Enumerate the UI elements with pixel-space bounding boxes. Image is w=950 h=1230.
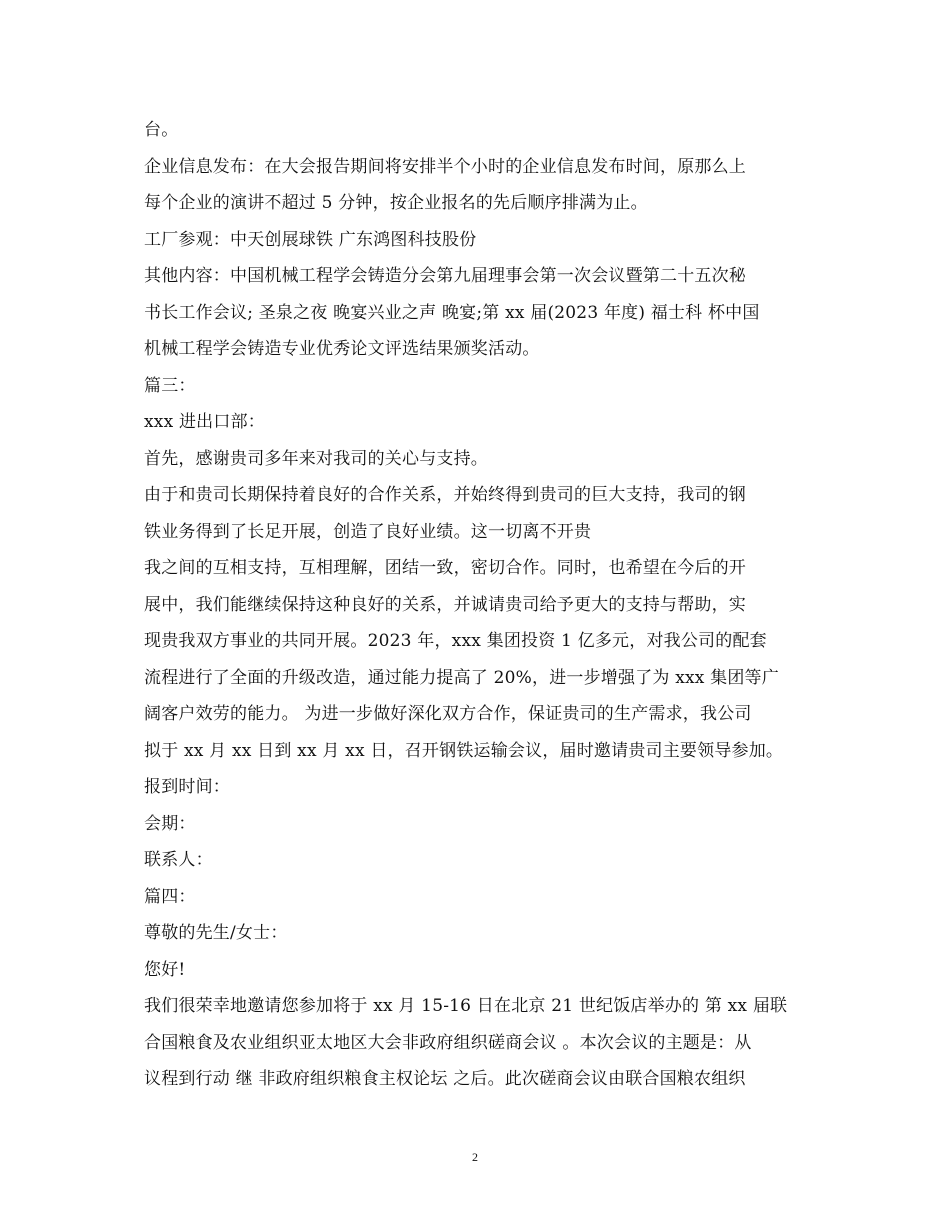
text-line: 企业信息发布：在大会报告期间将安排半个小时的企业信息发布时间，原那么上 [144,156,746,177]
section-heading: 篇四： [144,886,196,907]
text-line: 其他内容：中国机械工程学会铸造分会第九届理事会第一次会议暨第二十五次秘 [144,266,746,286]
text-line: 议程到行动 继 非政府组织粮食主权论坛 之后。此次磋商会议由联合国粮农组织 [144,1069,746,1089]
section-heading: 篇三： [144,375,196,396]
text-line: xxx 进出口部： [144,412,265,432]
text-line: 尊敬的先生/女士： [144,923,288,943]
text-line: 首先，感谢贵司多年来对我司的关心与支持。 [144,448,488,469]
text-line: 台。 [144,120,179,140]
text-line: 铁业务得到了长足开展，创造了良好业绩。这一切离不开贵 [144,521,592,542]
text-line: 我之间的互相支持，互相理解，团结一致，密切合作。同时，也希望在今后的开 [144,558,746,578]
text-line: 流程进行了全面的升级改造，通过能力提高了 20%，进一步增强了为 xxx 集团等广 [144,667,779,688]
text-line: 阔客户效劳的能力。 为进一步做好深化双方合作，保证贵司的生产需求，我公司 [144,704,752,724]
text-line: 展中，我们能继续保持这种良好的关系，并诚请贵司给予更大的支持与帮助，实 [144,594,746,615]
text-line: 合国粮食及农业组织亚太地区大会非政府组织磋商会议 。本次会议的主题是：从 [144,1032,752,1053]
text-line: 会期： [144,813,196,834]
text-line: 报到时间： [144,777,230,797]
text-line: 机械工程学会铸造专业优秀论文评选结果颁奖活动。 [144,339,540,359]
text-line: 您好! [144,959,186,980]
body-text [144,112,814,1098]
text-line: 联系人： [144,850,213,870]
text-line: 工厂参观：中天创展球铁 广东鸿图科技股份 [144,229,477,250]
text-line: 每个企业的演讲不超过 5 分钟，按企业报名的先后顺序排满为止。 [144,193,648,213]
text-line: 由于和贵司长期保持着良好的合作关系，并始终得到贵司的巨大支持，我司的钢 [144,485,746,505]
text-line: 现贵我双方事业的共同开展。2023 年，xxx 集团投资 1 亿多元，对我公司的配套 [144,631,767,651]
text-line: 拟于 xx 月 xx 日到 xx 月 xx 日，召开钢铁运输会议，届时邀请贵司主要领导参加。 [144,740,784,761]
page-number: 2 [472,1150,478,1164]
text-line: 我们很荣幸地邀请您参加将于 xx 月 15-16 日在北京 21 世纪饭店举办的 第 xx 届联 [144,996,788,1016]
text-line: 书长工作会议; 圣泉之夜 晚宴兴业之声 晚宴;第 xx 届(2023 年度) 福士科 杯中国 [144,302,760,323]
